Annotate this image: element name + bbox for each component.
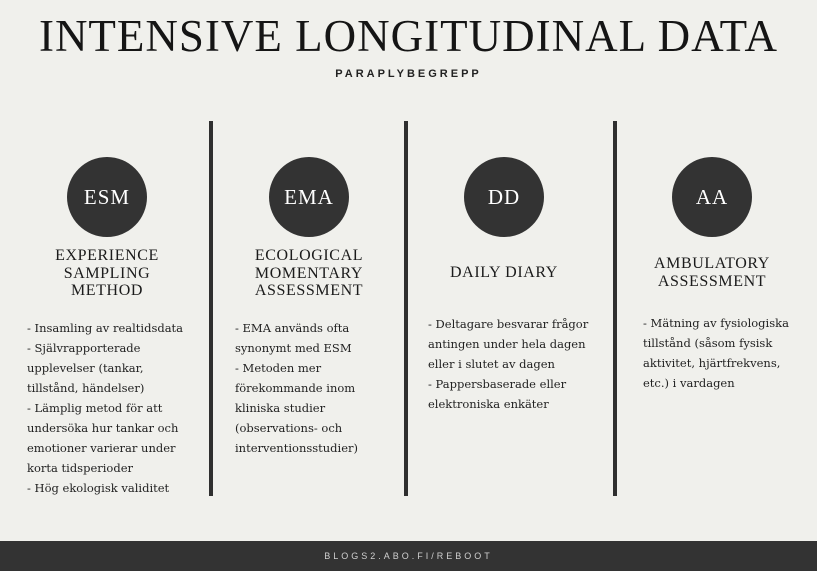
- heading-line: AMBULATORY: [654, 255, 770, 272]
- bullet-list: [643, 313, 793, 393]
- list-item: - Självrapporterade upplevelser (tankar, tillstånd, händelser): [27, 341, 145, 395]
- page-subtitle: PARAPLYBEGREPP: [335, 68, 482, 80]
- column-heading: [229, 247, 389, 300]
- heading-line: ASSESSMENT: [657, 272, 767, 290]
- bullet-list: [27, 318, 197, 498]
- list-item: - Pappersbaserade eller elektroniska enkäter: [428, 377, 567, 411]
- column-divider: [404, 121, 408, 496]
- heading-line: ECOLOGICAL: [254, 247, 364, 264]
- list-item: - Deltagare besvarar frågor antingen under hela dagen eller i slutet av dagen: [428, 317, 589, 371]
- footer-link[interactable]: BLOGS2.ABO.FI/REBOOT: [0, 541, 817, 571]
- list-item: - Hög ekologisk validitet: [27, 481, 170, 495]
- list-item: - Insamling av realtidsdata: [27, 321, 184, 335]
- heading-line: MOMENTARY: [254, 264, 364, 282]
- column-heading: [632, 255, 792, 290]
- abbr-circle: DD: [464, 157, 544, 237]
- list-item: - Mätning av fysiologiska tillstånd (såsom fysisk aktivitet, hjärtfrekvens, etc.) i vardagen: [643, 316, 789, 390]
- bullet-list: [235, 318, 385, 458]
- heading-line: METHOD: [70, 282, 144, 299]
- column-heading: [27, 247, 187, 300]
- list-item: - Metoden mer förekommande inom kliniska studier (observations- och interventionsstudier): [235, 361, 359, 455]
- abbr-circle: EMA: [269, 157, 349, 237]
- heading-line: EXPERIENCE: [55, 247, 159, 264]
- column-divider: [613, 121, 617, 496]
- bullet-list: [428, 314, 596, 414]
- page-title: INTENSIVE LONGITUDINAL DATA: [38, 11, 779, 61]
- column-heading: [424, 264, 584, 282]
- heading-line: DAILY DIARY: [450, 264, 558, 281]
- column-divider: [209, 121, 213, 496]
- heading-line: ASSESSMENT: [254, 282, 364, 299]
- abbr-circle: ESM: [67, 157, 147, 237]
- list-item: - Lämplig metod för att undersöka hur tankar och emotioner varierar under korta tidsperioder: [27, 401, 179, 475]
- heading-line: SAMPLING: [63, 264, 151, 282]
- abbr-circle: AA: [672, 157, 752, 237]
- list-item: - EMA används ofta synonymt med ESM: [235, 321, 352, 355]
